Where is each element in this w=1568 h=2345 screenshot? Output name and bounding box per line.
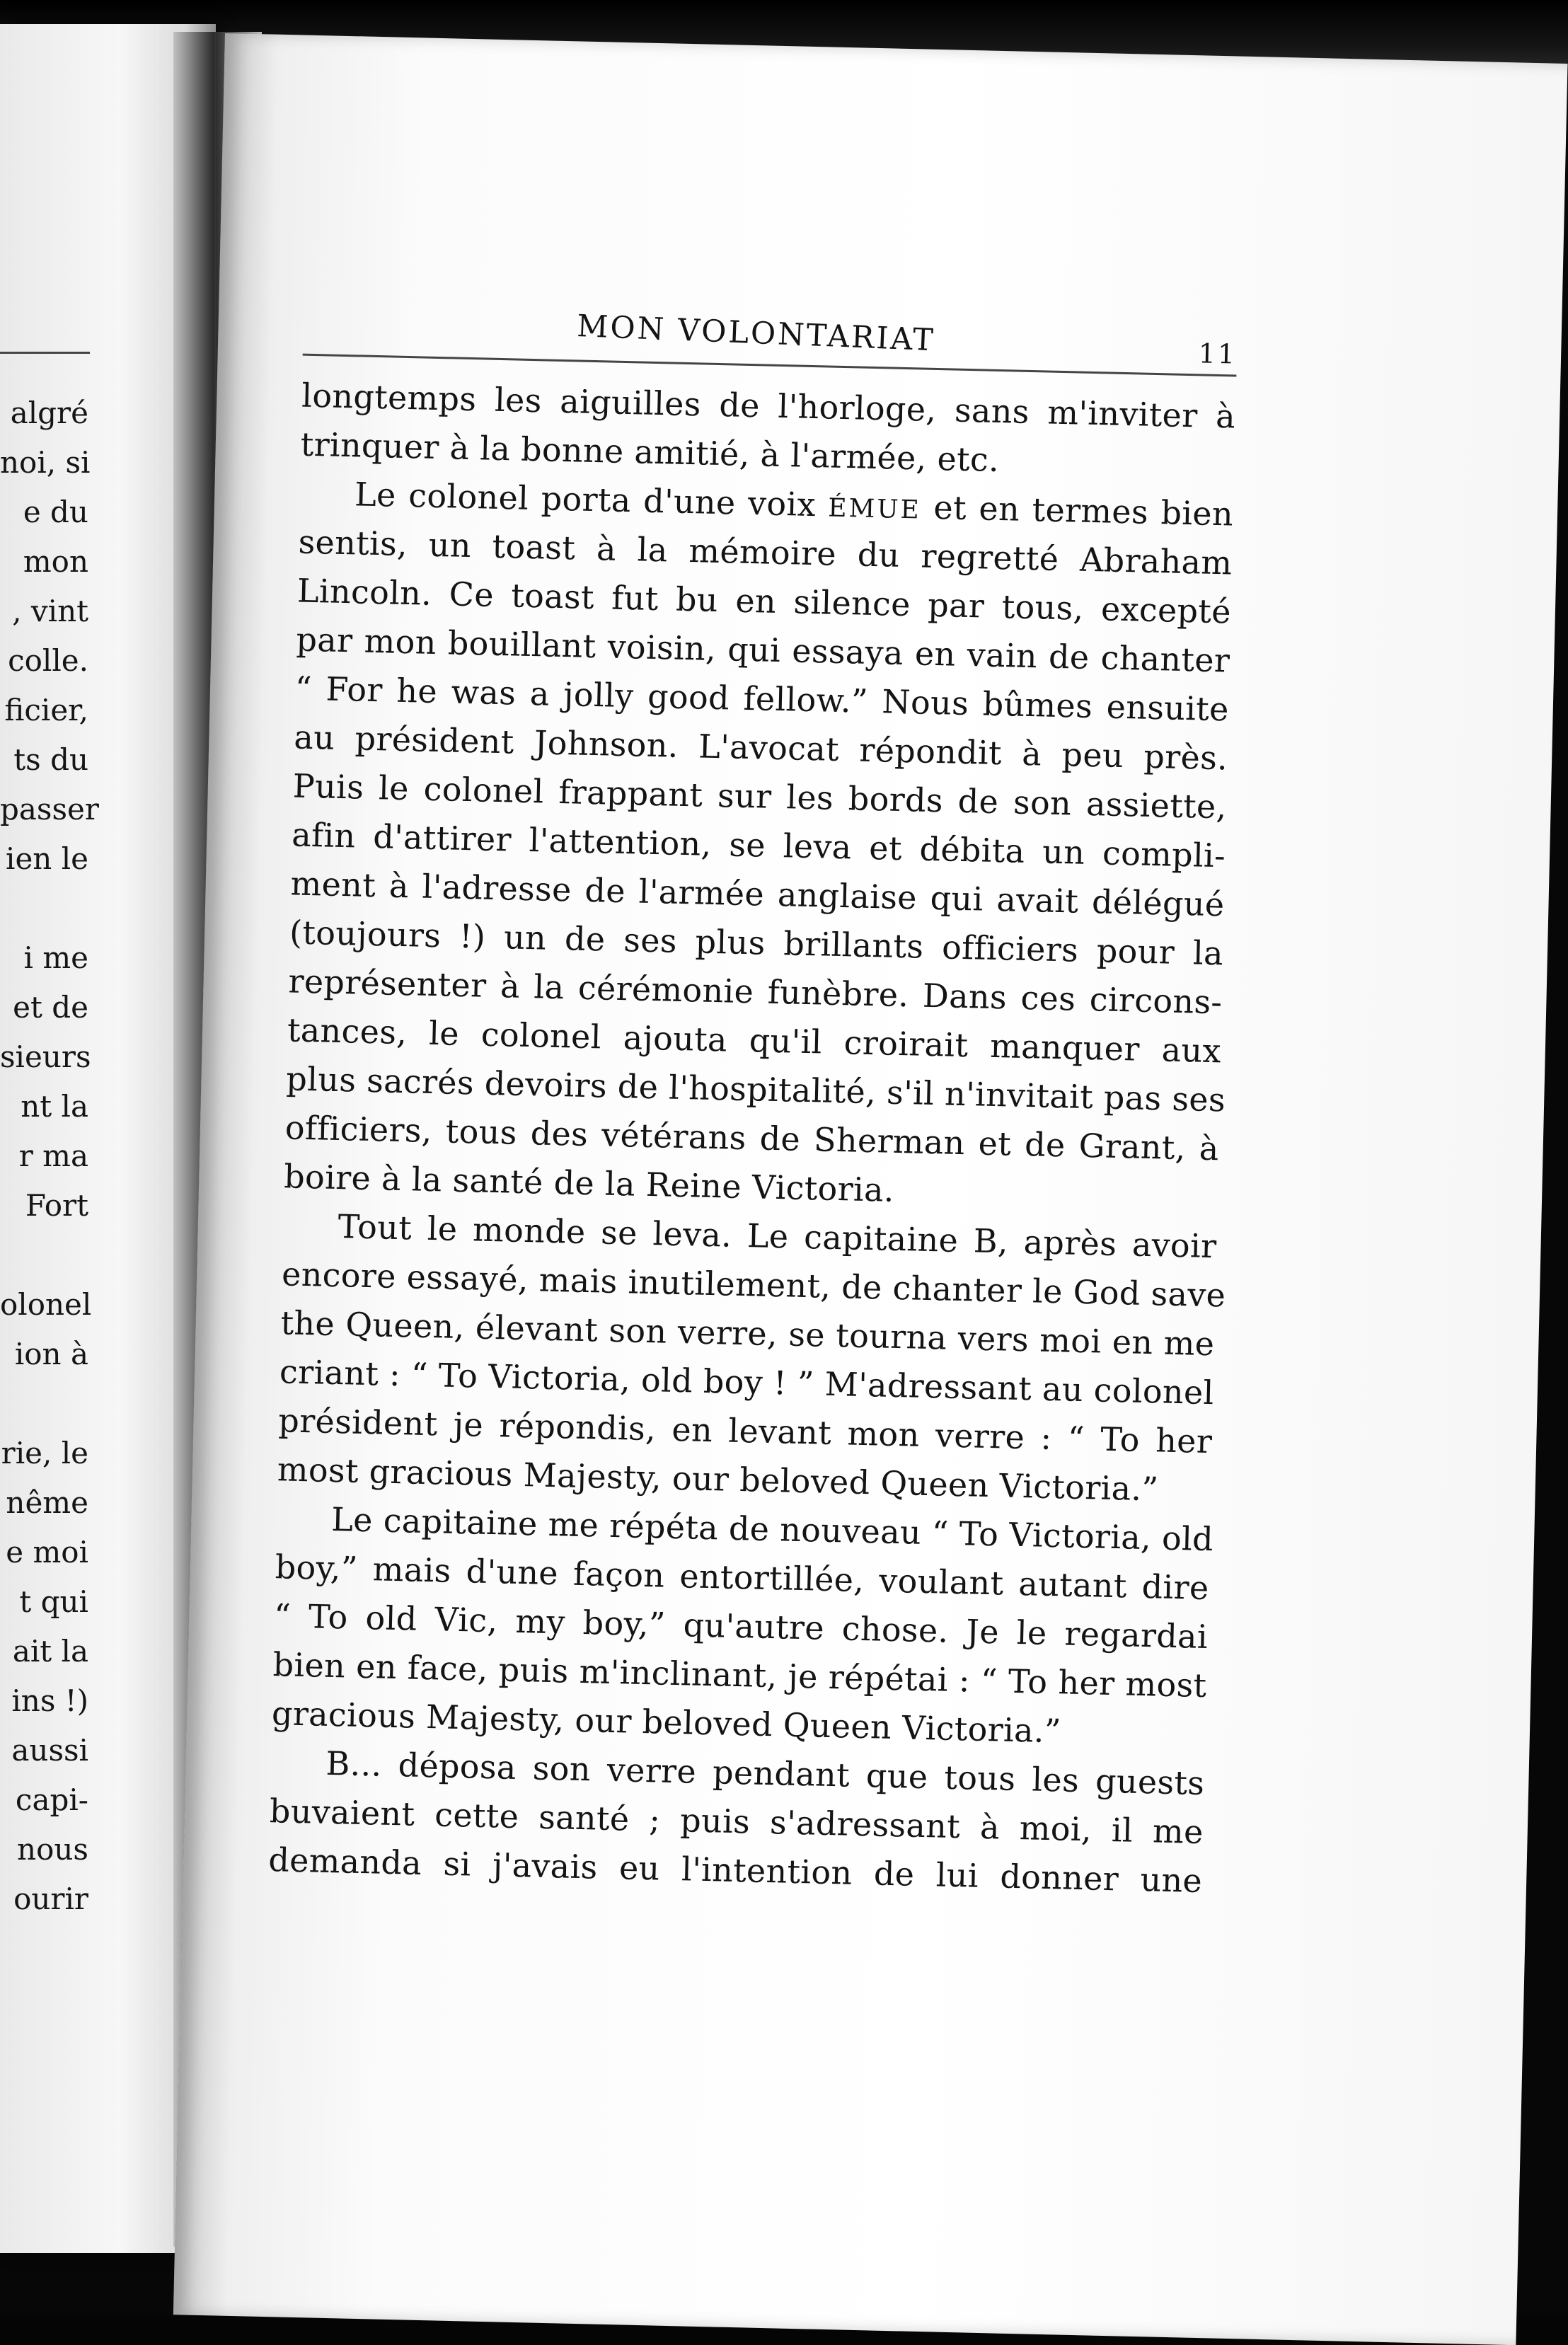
left-fragment-line: ins !) [11,1683,88,1718]
left-fragment-line: algré [10,396,88,430]
left-fragment-line: nous [17,1832,88,1867]
left-fragment-line: ien le [6,841,88,876]
left-fragment-line: ficier, [4,693,88,727]
body-line: boy,” mais d'une façon entortillée, voulant autant dire [275,1548,1210,1608]
left-fragment-line: sieurs [0,1039,91,1074]
left-fragment-line: e du [23,495,88,529]
left-page-rule [0,352,90,354]
body-line: Lincoln. Ce toast fut bu en silence par tous, excepté [296,571,1232,631]
body-text [268,371,1236,1906]
left-fragment-line: Fort [25,1188,88,1223]
left-fragment-line: , vint [12,594,88,628]
body-line: Tout le monde se leva. Le capitaine B, après avoir [338,1207,1218,1266]
left-fragment-line: t qui [19,1584,88,1619]
left-fragment-line: rie, le [1,1436,88,1470]
body-line: the Queen, élevant son verre, se tourna vers moi en me [280,1303,1215,1364]
running-title: MON VOLONTARIAT [576,308,936,359]
body-line: boire à la santé de la Reine Victoria. [283,1157,895,1209]
left-fragment-line: aussi [11,1733,88,1768]
left-fragment-line: r ma [18,1139,88,1173]
body-line-segment: Le colonel porta d'une voix [354,475,829,524]
body-line: Le capitaine me répéta de nouveau “ To Victoria, old [330,1499,1214,1559]
body-line: gracious Majesty, our beloved Queen Victoria.” [271,1694,1062,1751]
left-fragment-spacer [0,1231,88,1280]
body-line: président je répondis, en levant mon verre : “ To her [277,1401,1213,1461]
body-line: officiers, tous des vétérans de Sherman et de Grant, à [284,1108,1220,1168]
left-fragment-line: ion à [14,1337,88,1371]
body-line: “ For he was a jolly good fellow.” Nous bûmes ensuite [294,669,1230,729]
left-fragment-line: olonel [0,1287,92,1322]
body-line: buvaient cette santé ; puis s'adressant à moi, il me [269,1792,1204,1852]
body-line: “ To old Vic, my boy,” qu'autre chose. Je le regardai [273,1596,1209,1657]
left-fragment-line: ts du [13,742,88,777]
body-line: demanda si j'avais eu l'intention de lui donner une [267,1840,1203,1900]
body-line: B... déposa son verre pendant que tous les guests [325,1744,1205,1803]
body-line: par mon bouillant voisin, qui essaya en vain de chanter [295,620,1230,680]
body-line: représenter à la cérémonie funèbre. Dans ces circons- [288,962,1223,1022]
left-fragment-line: capi- [15,1782,88,1817]
page-number: 11 [1198,338,1238,370]
left-fragment-line: ourir [13,1882,88,1916]
body-line: criant : “ To Victoria, old boy ! ” M'adressant au colonel [279,1352,1215,1412]
body-line: plus sacrés devoirs de l'hospitalité, s'il n'invitait pas ses [285,1059,1226,1119]
body-line: (toujours !) un de ses plus brillants officiers pour la [289,913,1224,973]
body-line: au président Johnson. L'avocat répondit à peu près. [293,718,1228,778]
body-line: Puis le colonel frappant sur les bords de son assiette, [292,766,1228,826]
left-fragment-line: nême [6,1485,88,1520]
left-fragment-line: e moi [6,1535,88,1569]
body-line: afin d'attirer l'attention, se leva et débita un compli- [291,815,1226,875]
left-fragment-line: nt la [21,1089,88,1124]
right-book-page [173,33,1568,2345]
body-line: sentis, un toast à la mémoire du regretté Abraham [298,522,1233,582]
body-line: longtemps les aiguilles de l'horloge, sans m'inviter à [301,376,1236,436]
left-fragment-line: passer [0,792,99,826]
left-fragment-line: noi, si [0,445,91,480]
left-fragment-line: mon [23,544,88,579]
left-fragment-line: colle. [8,643,88,678]
left-fragment-spacer [0,1379,88,1429]
body-line: tances, le colonel ajouta qu'il croirait manquer aux [287,1010,1222,1071]
left-fragment-line: ait la [12,1634,88,1669]
left-page-text-fragments [0,388,99,1924]
left-fragment-spacer [0,884,88,933]
page-content [268,306,1238,1906]
body-line: ment à l'adresse de l'armée anglaise qui avait délégué [290,864,1226,924]
body-line: trinquer à la bonne amitié, à l'armée, etc. [300,425,1000,479]
body-line: most gracious Majesty, our beloved Queen Victoria.” [277,1450,1159,1509]
body-line-segment: et en termes bien [921,488,1234,534]
small-caps-word: ÉMUE [827,493,922,525]
body-line: bien en face, puis m'inclinant, je répétai : “ To her most [272,1645,1207,1705]
body-line: encore essayé, mais inutilement, de chanter le God save [281,1255,1226,1315]
left-fragment-line: et de [13,990,88,1025]
left-fragment-line: i me [23,940,88,975]
